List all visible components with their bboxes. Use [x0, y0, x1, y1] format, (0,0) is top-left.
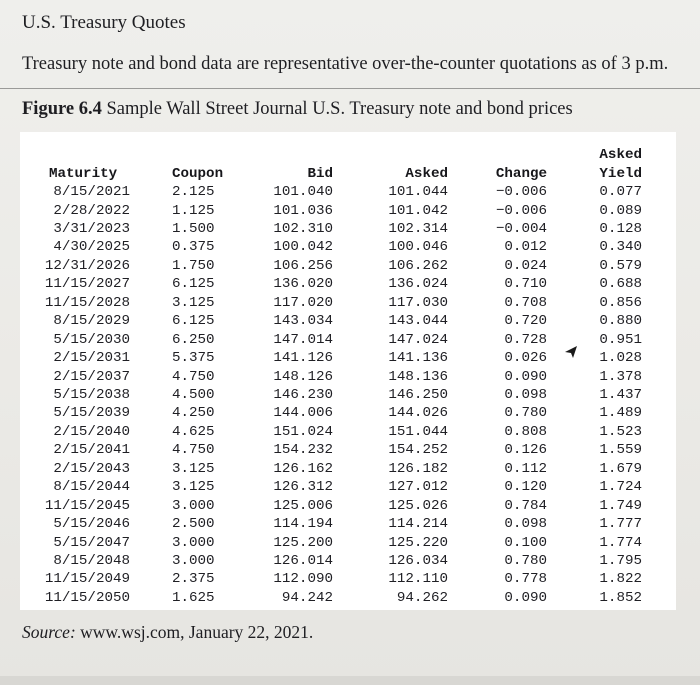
cell-bid: 147.014 — [273, 331, 333, 348]
cell-asked-yield: 1.028 — [599, 350, 642, 366]
cell-asked-yield: 1.489 — [599, 405, 642, 422]
cell-maturity: 2/15/2040 — [53, 423, 130, 440]
cell-bid: 136.020 — [273, 276, 333, 293]
cell-maturity: 8/15/2048 — [53, 553, 130, 569]
cell-asked-yield: 0.579 — [599, 257, 642, 274]
cell-bid: 125.006 — [273, 497, 333, 514]
cell-change: 0.098 — [504, 386, 547, 403]
cell-asked-yield: 0.856 — [599, 294, 642, 311]
treasury-table — [20, 132, 676, 610]
cell-bid: 106.256 — [273, 257, 333, 274]
cell-maturity: 2/15/2041 — [53, 442, 130, 459]
cell-change: 0.126 — [504, 442, 547, 459]
cell-maturity: 5/15/2030 — [53, 331, 130, 348]
cell-asked: 127.012 — [388, 479, 448, 496]
cell-change: 0.090 — [504, 368, 547, 385]
figure-caption-text: Sample Wall Street Journal U.S. Treasury note and bond prices — [106, 99, 573, 119]
figure-label: Figure 6.4 — [22, 99, 102, 119]
cell-bid: 141.126 — [273, 350, 333, 366]
col-header-asked-yield-bottom: Yield — [599, 166, 642, 182]
cell-asked: 151.044 — [388, 423, 448, 440]
cell-change: 0.090 — [504, 589, 547, 606]
cell-bid: 126.312 — [273, 479, 333, 496]
cell-asked-yield: 1.777 — [599, 516, 642, 533]
cell-bid: 101.040 — [273, 184, 333, 200]
cell-asked-yield: 1.523 — [599, 423, 642, 440]
cell-change: 0.808 — [504, 423, 547, 440]
cell-asked-yield: 0.089 — [599, 202, 642, 219]
cell-asked: 148.136 — [388, 368, 448, 385]
cell-coupon: 3.000 — [172, 553, 215, 569]
cell-change: 0.100 — [504, 534, 547, 551]
cell-coupon: 1.625 — [172, 589, 215, 606]
source-note — [22, 622, 313, 643]
cell-coupon: 6.125 — [172, 276, 215, 293]
cell-asked: 102.314 — [388, 220, 448, 237]
cell-asked: 136.024 — [388, 276, 448, 293]
cell-bid: 94.242 — [281, 589, 333, 606]
bottom-edge — [0, 676, 700, 685]
cell-maturity: 2/28/2022 — [53, 202, 130, 219]
cell-coupon: 2.375 — [172, 571, 215, 588]
cell-asked: 112.110 — [388, 571, 448, 588]
cell-maturity: 11/15/2050 — [44, 589, 130, 606]
cell-bid: 148.126 — [273, 368, 333, 385]
cell-asked-yield: 0.880 — [599, 313, 642, 330]
cell-asked: 94.262 — [396, 589, 448, 606]
cell-bid: 125.200 — [273, 534, 333, 551]
cell-maturity: 8/15/2029 — [53, 313, 130, 330]
cell-coupon: 3.000 — [172, 497, 215, 514]
cell-bid: 154.232 — [273, 442, 333, 459]
page-description: Treasury note and bond data are representative over-the-counter quotations as of 3 p.m. — [22, 54, 669, 74]
cell-asked-yield: 1.852 — [599, 589, 642, 606]
cell-maturity: 11/15/2028 — [44, 294, 130, 311]
cell-change: 0.708 — [504, 294, 547, 311]
cell-asked-yield: 1.774 — [599, 534, 642, 551]
cell-change: 0.728 — [504, 331, 547, 348]
col-header-change: Change — [495, 166, 547, 182]
cell-coupon: 2.125 — [172, 184, 215, 200]
cell-bid: 114.194 — [273, 516, 333, 533]
cell-coupon: 4.500 — [172, 386, 215, 403]
cell-coupon: 1.125 — [172, 202, 215, 219]
cell-bid: 146.230 — [273, 386, 333, 403]
cell-asked-yield: 1.679 — [599, 460, 642, 477]
cell-change: 0.720 — [504, 313, 547, 330]
cell-maturity: 2/15/2037 — [53, 368, 130, 385]
cell-asked: 146.250 — [388, 386, 448, 403]
cell-asked-yield: 1.724 — [599, 479, 642, 496]
cell-bid: 101.036 — [273, 202, 333, 219]
cell-coupon: 6.125 — [172, 313, 215, 330]
cell-maturity: 5/15/2038 — [53, 386, 130, 403]
cell-coupon: 0.375 — [172, 239, 215, 256]
cell-maturity: 12/31/2026 — [44, 257, 130, 274]
cell-bid: 143.034 — [273, 313, 333, 330]
col-header-maturity: Maturity — [49, 166, 118, 182]
cell-change: −0.006 — [495, 184, 547, 200]
mouse-pointer-icon — [563, 344, 579, 360]
cell-asked: 154.252 — [388, 442, 448, 459]
cell-change: 0.778 — [504, 571, 547, 588]
col-header-coupon: Coupon — [172, 166, 224, 182]
cell-asked-yield: 1.437 — [599, 386, 642, 403]
cell-coupon: 4.625 — [172, 423, 215, 440]
figure-caption — [22, 99, 573, 120]
cell-change: 0.026 — [504, 350, 547, 366]
cell-asked: 147.024 — [388, 331, 448, 348]
cell-asked-yield: 0.077 — [599, 184, 642, 200]
cell-change: 0.120 — [504, 479, 547, 496]
cell-coupon: 6.250 — [172, 331, 215, 348]
cell-change: 0.112 — [504, 460, 547, 477]
cell-change: 0.098 — [504, 516, 547, 533]
cell-asked-yield: 0.688 — [599, 276, 642, 293]
source-label: Source: — [22, 622, 76, 642]
cell-bid: 112.090 — [273, 571, 333, 588]
cell-asked: 144.026 — [388, 405, 448, 422]
cell-asked: 101.042 — [388, 202, 448, 219]
cell-asked-yield: 1.749 — [599, 497, 642, 514]
cell-maturity: 5/15/2047 — [53, 534, 130, 551]
col-header-asked: Asked — [405, 166, 448, 182]
cell-coupon: 1.750 — [172, 257, 215, 274]
cell-maturity: 5/15/2039 — [53, 405, 130, 422]
cell-asked: 125.220 — [388, 534, 448, 551]
cell-bid: 100.042 — [273, 239, 333, 256]
cell-bid: 117.020 — [273, 294, 333, 311]
cell-asked: 117.030 — [388, 294, 448, 311]
cell-coupon: 3.125 — [172, 294, 215, 311]
col-header-bid: Bid — [307, 166, 333, 182]
cell-bid: 126.014 — [273, 553, 333, 569]
cell-asked: 141.136 — [388, 350, 448, 366]
cell-coupon: 3.125 — [172, 479, 215, 496]
cell-change: −0.006 — [495, 202, 547, 219]
cell-coupon: 4.750 — [172, 442, 215, 459]
cell-coupon: 2.500 — [172, 516, 215, 533]
cell-asked-yield: 1.378 — [599, 368, 642, 385]
cell-asked: 126.182 — [388, 460, 448, 477]
cell-asked-yield: 1.795 — [599, 553, 642, 569]
cell-bid: 144.006 — [273, 405, 333, 422]
cell-change: 0.780 — [504, 553, 547, 569]
cell-coupon: 3.125 — [172, 460, 215, 477]
page-title: U.S. Treasury Quotes — [22, 12, 186, 33]
cell-change: −0.004 — [495, 220, 547, 237]
col-header-asked-yield-top: Asked — [599, 147, 642, 163]
cell-change: 0.012 — [504, 239, 547, 256]
cell-change: 0.710 — [504, 276, 547, 293]
source-text: www.wsj.com, January 22, 2021. — [80, 622, 314, 642]
cell-coupon: 4.250 — [172, 405, 215, 422]
cell-maturity: 8/15/2021 — [53, 184, 130, 200]
cell-maturity: 3/31/2023 — [53, 220, 130, 237]
cell-asked: 143.044 — [388, 313, 448, 330]
cell-maturity: 11/15/2049 — [44, 571, 130, 588]
cell-asked: 125.026 — [388, 497, 448, 514]
cell-bid: 126.162 — [273, 460, 333, 477]
cell-maturity: 11/15/2045 — [44, 497, 130, 514]
cell-asked: 100.046 — [388, 239, 448, 256]
cell-asked-yield: 1.559 — [599, 442, 642, 459]
cell-coupon: 3.000 — [172, 534, 215, 551]
cell-coupon: 5.375 — [172, 350, 215, 366]
cell-maturity: 5/15/2046 — [53, 516, 130, 533]
cell-maturity: 2/15/2031 — [53, 350, 130, 366]
cell-asked: 126.034 — [388, 553, 448, 569]
cell-asked-yield: 0.128 — [599, 220, 642, 237]
cell-asked: 106.262 — [388, 257, 448, 274]
cell-coupon: 1.500 — [172, 220, 215, 237]
cell-maturity: 2/15/2043 — [53, 460, 130, 477]
cell-asked-yield: 0.340 — [599, 239, 642, 256]
cell-bid: 102.310 — [273, 220, 333, 237]
cell-maturity: 8/15/2044 — [53, 479, 130, 496]
cell-maturity: 11/15/2027 — [44, 276, 130, 293]
cell-coupon: 4.750 — [172, 368, 215, 385]
cell-change: 0.780 — [504, 405, 547, 422]
cell-change: 0.024 — [504, 257, 547, 274]
cell-asked-yield: 0.951 — [599, 331, 642, 348]
cell-bid: 151.024 — [273, 423, 333, 440]
cell-asked: 114.214 — [388, 516, 448, 533]
cell-asked: 101.044 — [388, 184, 448, 200]
cell-change: 0.784 — [504, 497, 547, 514]
cell-maturity: 4/30/2025 — [53, 239, 130, 256]
section-divider — [0, 88, 700, 89]
cell-asked-yield: 1.822 — [599, 571, 642, 588]
